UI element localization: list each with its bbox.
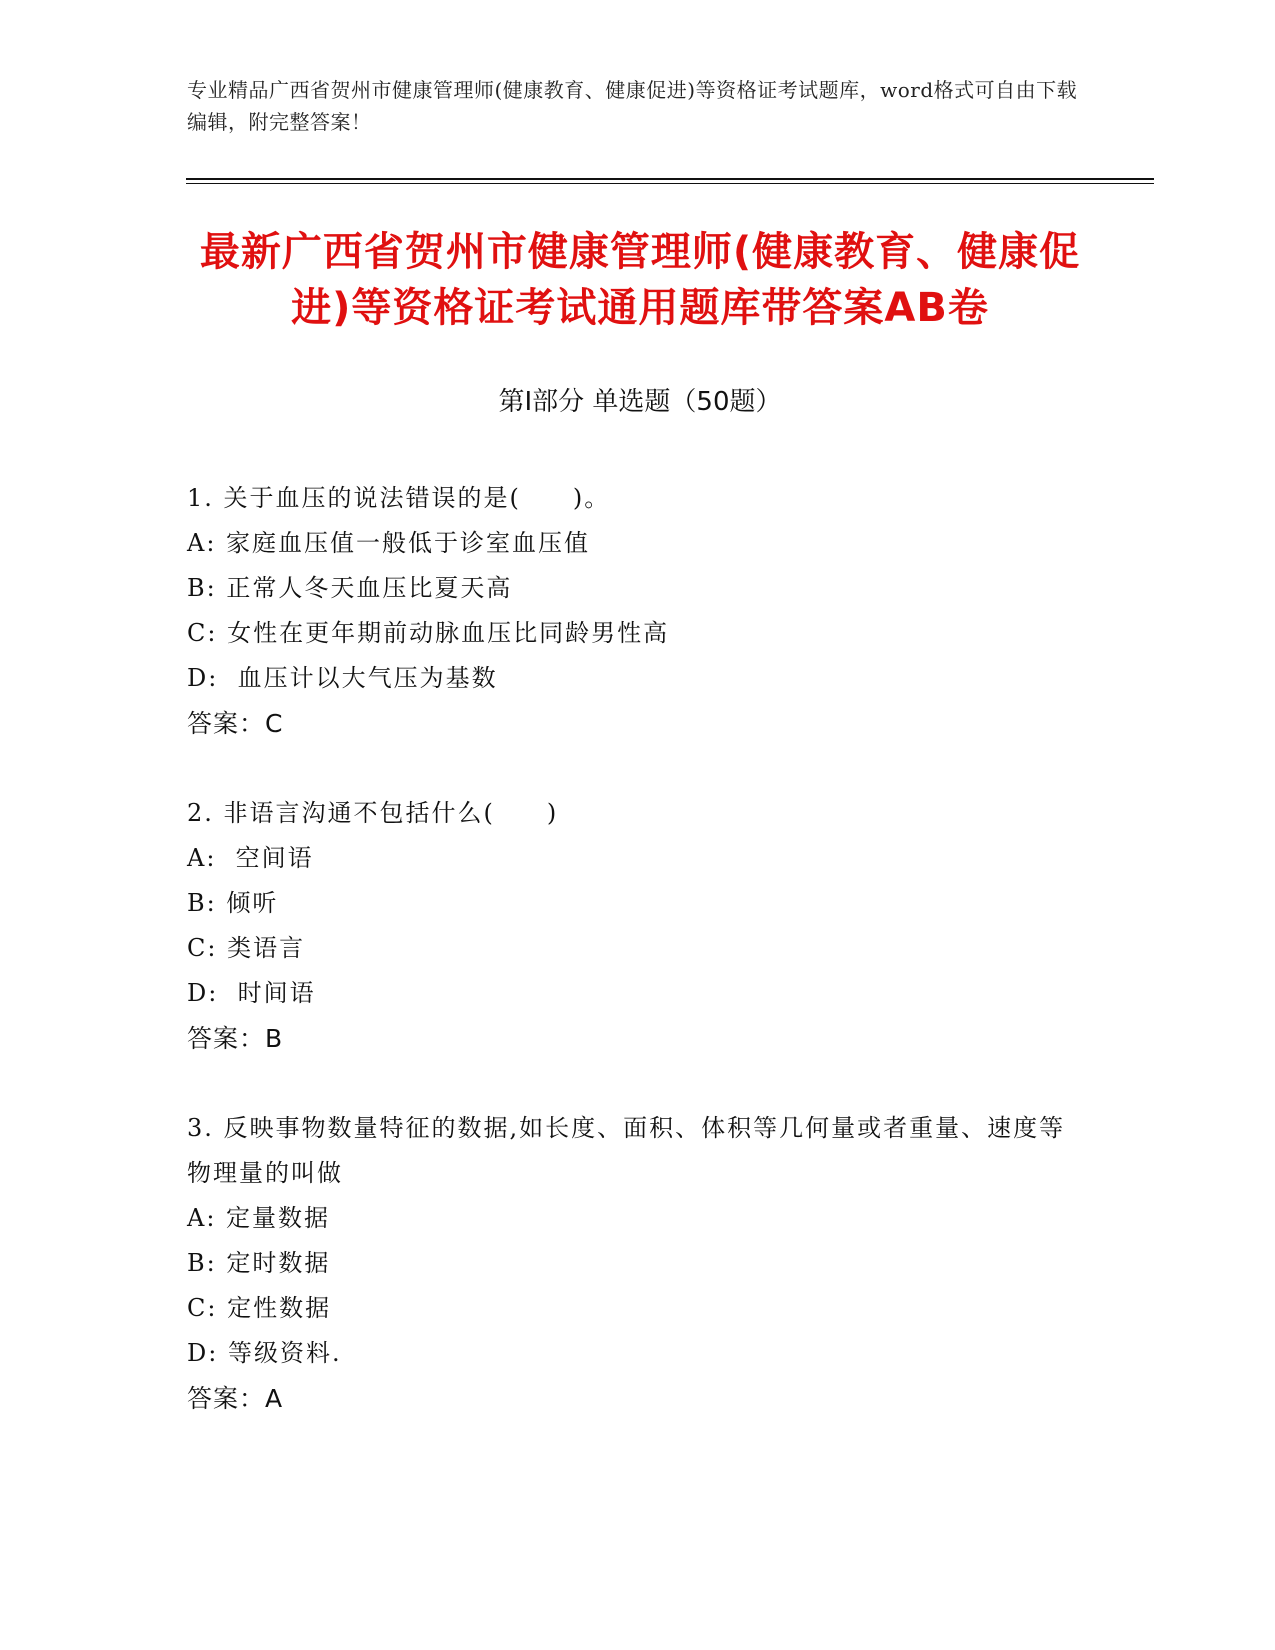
option-b: B: 正常人冬天血压比夏天高 [187,574,513,602]
answer: 答案：C [187,709,284,738]
option-b: B: 定时数据 [187,1249,331,1277]
document-title: 最新广西省贺州市健康管理师(健康教育、健康促进)等资格证考试通用题库带答案AB卷 [199,229,1081,331]
option-d: D: 等级资料. [187,1339,342,1367]
question-3 [187,1106,1087,1421]
question-1 [187,476,1087,746]
answer: 答案：B [187,1024,284,1053]
option-a: A: 家庭血压值一般低于诊室血压值 [187,529,591,557]
question-stem: 1. 关于血压的说法错误的是( )。 [187,484,611,512]
option-d: D: 血压计以大气压为基数 [187,664,498,692]
question-stem: 3. 反映事物数量特征的数据,如长度、面积、体积等几何量或者重量、速度等物理量的叫做 [187,1114,1066,1187]
option-c: C: 女性在更年期前动脉血压比同龄男性高 [187,619,670,647]
header-divider-top [186,178,1154,180]
option-a: A: 定量数据 [187,1204,331,1232]
option-d: D: 时间语 [187,979,316,1007]
question-list [187,476,1087,1466]
option-c: C: 定性数据 [187,1294,332,1322]
option-a: A: 空间语 [187,844,314,872]
section-heading: 第Ⅰ部分 单选题（50题） [498,387,782,417]
option-c: C: 类语言 [187,934,306,962]
question-stem: 2. 非语言沟通不包括什么( ) [187,799,559,827]
header-divider-bottom [186,183,1154,184]
question-2 [187,791,1087,1061]
option-b: B: 倾听 [187,889,279,917]
header-note: 专业精品广西省贺州市健康管理师(健康教育、健康促进)等资格证考试题库，word格式可自由下载编辑，附完整答案！ [187,78,1078,134]
answer: 答案：A [187,1384,284,1413]
